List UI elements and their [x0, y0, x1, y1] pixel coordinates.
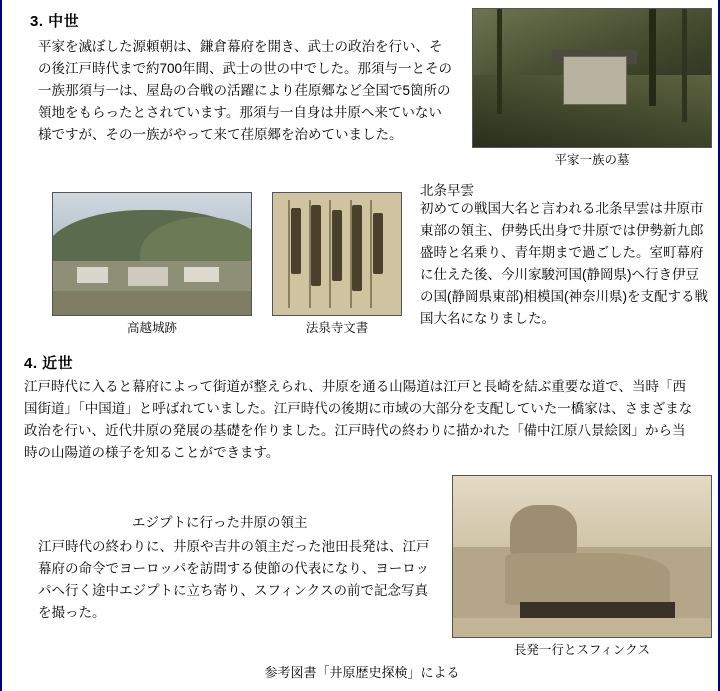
- section-body-kinsei: 江戸時代に入ると幕府によって街道が整えられ、井原を通る山陽道は江戸と長崎を結ぶ重要な道で、当時「西国街道」「中国道」と呼ばれていました。江戸時代の後期に市域の大部分を支配していた一橋家は、さまざまな政治を行い、近代井原の発展の基礎を作りました。江戸時代の終わりに描かれた「備中江原八景絵図」から当時の山陽道の様子を知ることができます。: [24, 379, 693, 460]
- photo-kotsu-castle-ruins: [52, 192, 252, 316]
- photo-shrine-body: [563, 56, 627, 105]
- section-heading-chusei: 3. 中世: [30, 13, 80, 30]
- subsection-body-egypt: 江戸時代の終わりに、井原や吉井の領主だった池田長発は、江戸幕府の命令でヨーロッパを訪問する使節の代表になり、ヨーロッパへ行く途中エジプトに立ち寄り、スフィンクスの前で記念写真を撮った。: [38, 539, 430, 620]
- photo-caption-hosenji-document: 法泉寺文書: [305, 321, 369, 335]
- photo-caption-heike-grave: 平家一族の墓: [554, 153, 630, 167]
- photo-tree-trunk: [682, 9, 687, 122]
- photo-heike-grave: [472, 8, 712, 148]
- photo-tree-trunk: [497, 9, 502, 114]
- photo-caption-kotsu-castle: 高越城跡: [126, 321, 177, 335]
- photo-sky: [453, 476, 711, 550]
- photo-tree-trunk: [649, 9, 656, 106]
- photo-doc-rule: [370, 200, 372, 307]
- subsection-heading-hojo-soun: 北条早雲: [420, 183, 474, 198]
- photo-house: [184, 267, 220, 282]
- photo-doc-text: [332, 210, 342, 281]
- photo-sphinx-delegation: [452, 475, 712, 638]
- photo-crowd: [520, 602, 675, 618]
- section-body-chusei: 平家を滅ぼした源頼朝は、鎌倉幕府を開き、武士の政治を行い、その後江戸時代まで約700年間、武士の世の中でした。那須与一とその一族那須与一は、屋島の合戦の活躍により荏原郷など全国で5箇所の領地をもらったとされています。那須与一自身は井原へ来ていない様ですが、その一族がやって来て荏原郷を治めていました。: [38, 39, 453, 142]
- photo-doc-text: [352, 205, 362, 290]
- photo-doc-text: [373, 213, 383, 274]
- photo-doc-text: [291, 208, 301, 274]
- photo-caption-sphinx: 長発一行とスフィンクス: [513, 643, 651, 657]
- subsection-heading-egypt: エジプトに行った井原の領主: [132, 515, 308, 530]
- photo-house: [128, 267, 168, 285]
- photo-sphinx-body: [505, 553, 670, 605]
- subsection-body-hojo-soun: 初めての戦国大名と言われる北条早雲は井原市東部の領主、伊勢氏出身で井原では伊勢新九郎盛時と名乗り、青年期まで過ごした。室町幕府に仕えた後、今川家駿河国(静岡県)へ行き伊豆の国(静岡県東部)相模国(神奈川県)を支配する戦国大名になりました。: [420, 201, 708, 326]
- section-heading-kinsei: 4. 近世: [24, 355, 74, 372]
- photo-field: [53, 291, 251, 315]
- photo-doc-text: [311, 205, 321, 286]
- photo-dune: [453, 618, 711, 637]
- reference-note: 参考図書「井原歴史探検」による: [264, 665, 460, 680]
- photo-house: [77, 267, 109, 283]
- photo-hosenji-document: [272, 192, 402, 316]
